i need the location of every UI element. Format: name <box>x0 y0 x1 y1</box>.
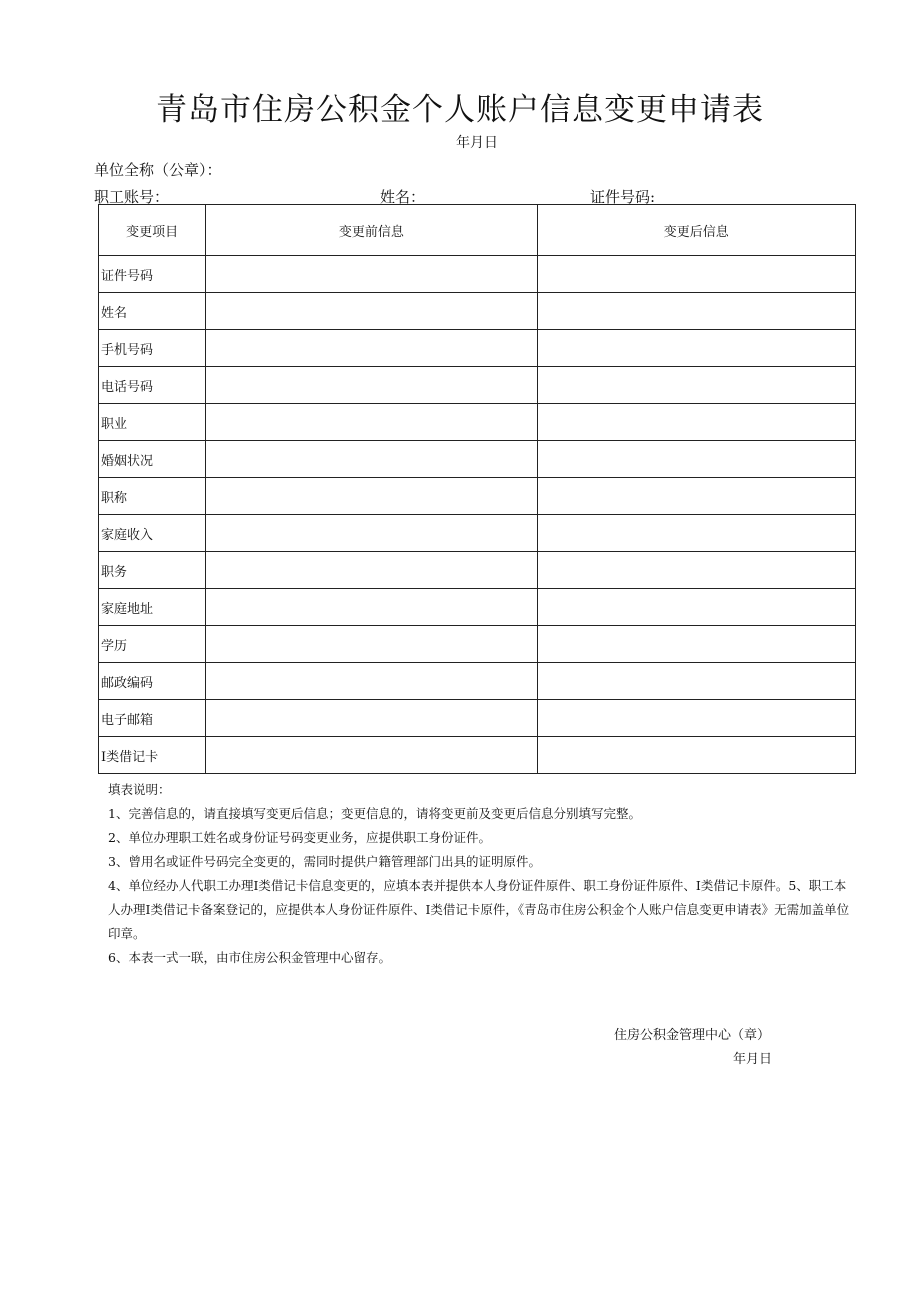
header-before-info: 变更前信息 <box>206 205 537 256</box>
name-label: 姓名： <box>380 188 426 206</box>
before-cell[interactable] <box>206 700 537 737</box>
before-cell[interactable] <box>206 367 537 404</box>
table-row <box>99 441 856 478</box>
table-row <box>99 478 856 515</box>
before-cell[interactable] <box>206 478 537 515</box>
employee-info-row <box>94 186 834 206</box>
form-title: 青岛市住房公积金个人账户信息变更申请表 <box>156 92 764 128</box>
before-cell[interactable] <box>206 663 537 700</box>
row-label: 学历 <box>99 626 206 663</box>
row-label: 电子邮箱 <box>99 700 206 737</box>
after-cell[interactable] <box>537 441 855 478</box>
account-number-label: 职工账号： <box>94 188 170 206</box>
row-label: 职称 <box>99 478 206 515</box>
id-number-label: 证件号码: <box>590 188 656 206</box>
instructions-heading: 填表说明： <box>108 782 171 797</box>
row-label: 邮政编码 <box>99 663 206 700</box>
after-cell[interactable] <box>537 737 855 774</box>
seal-date: 年月日 <box>733 1052 773 1067</box>
before-cell[interactable] <box>206 404 537 441</box>
instruction-item: 2、单位办理职工姓名或身份证号码变更业务，应提供职工身份证件。 <box>108 830 491 845</box>
table-row <box>99 515 856 552</box>
before-cell[interactable] <box>206 515 537 552</box>
table-row <box>99 589 856 626</box>
instruction-item: 1、完善信息的，请直接填写变更后信息；变更信息的，请将变更前及变更后信息分别填写完整。 <box>108 806 641 821</box>
after-cell[interactable] <box>537 663 855 700</box>
table-row <box>99 404 856 441</box>
instruction-item: 6、本表一式一联，由市住房公积金管理中心留存。 <box>108 950 391 965</box>
row-label: 手机号码 <box>99 330 206 367</box>
before-cell[interactable] <box>206 552 537 589</box>
instruction-item: 4、单位经办人代职工办理I类借记卡信息变更的，应填本表并提供本人身份证件原件、职工身份证件原件、I类借记卡原件。5、职工本人办理I类借记卡备案登记的，应提供本人身份证件原件、I类借记卡原件，《青岛市住房公积金个人账户信息变更申请表》无需加盖单位印章。 <box>108 878 850 941</box>
header-after-info: 变更后信息 <box>537 205 855 256</box>
row-label: 家庭收入 <box>99 515 206 552</box>
table-row <box>99 330 856 367</box>
after-cell[interactable] <box>537 589 855 626</box>
table-row <box>99 552 856 589</box>
form-date: 年月日 <box>456 135 498 151</box>
before-cell[interactable] <box>206 256 537 293</box>
table-header-row <box>99 205 856 256</box>
before-cell[interactable] <box>206 589 537 626</box>
change-table <box>98 204 856 774</box>
table-row <box>99 256 856 293</box>
instruction-item: 3、曾用名或证件号码完全变更的，需同时提供户籍管理部门出具的证明原件。 <box>108 854 541 869</box>
after-cell[interactable] <box>537 330 855 367</box>
before-cell[interactable] <box>206 737 537 774</box>
table-row <box>99 663 856 700</box>
table-row <box>99 700 856 737</box>
header-change-item: 变更项目 <box>99 205 206 256</box>
before-cell[interactable] <box>206 441 537 478</box>
row-label: 姓名 <box>99 293 206 330</box>
after-cell[interactable] <box>537 478 855 515</box>
after-cell[interactable] <box>537 256 855 293</box>
after-cell[interactable] <box>537 367 855 404</box>
after-cell[interactable] <box>537 552 855 589</box>
row-label: 电话号码 <box>99 367 206 404</box>
table-row <box>99 367 856 404</box>
row-label: 证件号码 <box>99 256 206 293</box>
before-cell[interactable] <box>206 330 537 367</box>
after-cell[interactable] <box>537 404 855 441</box>
after-cell[interactable] <box>537 626 855 663</box>
after-cell[interactable] <box>537 293 855 330</box>
row-label: I类借记卡 <box>99 737 206 774</box>
center-seal-label: 住房公积金管理中心（章） <box>614 1028 771 1043</box>
unit-name-label: 单位全称（公章）： <box>94 161 222 179</box>
filling-instructions <box>108 778 853 970</box>
row-label: 家庭地址 <box>99 589 206 626</box>
row-label: 职务 <box>99 552 206 589</box>
row-label: 婚姻状况 <box>99 441 206 478</box>
after-cell[interactable] <box>537 700 855 737</box>
row-label: 职业 <box>99 404 206 441</box>
table-row <box>99 626 856 663</box>
before-cell[interactable] <box>206 626 537 663</box>
after-cell[interactable] <box>537 515 855 552</box>
table-row <box>99 737 856 774</box>
before-cell[interactable] <box>206 293 537 330</box>
table-row <box>99 293 856 330</box>
